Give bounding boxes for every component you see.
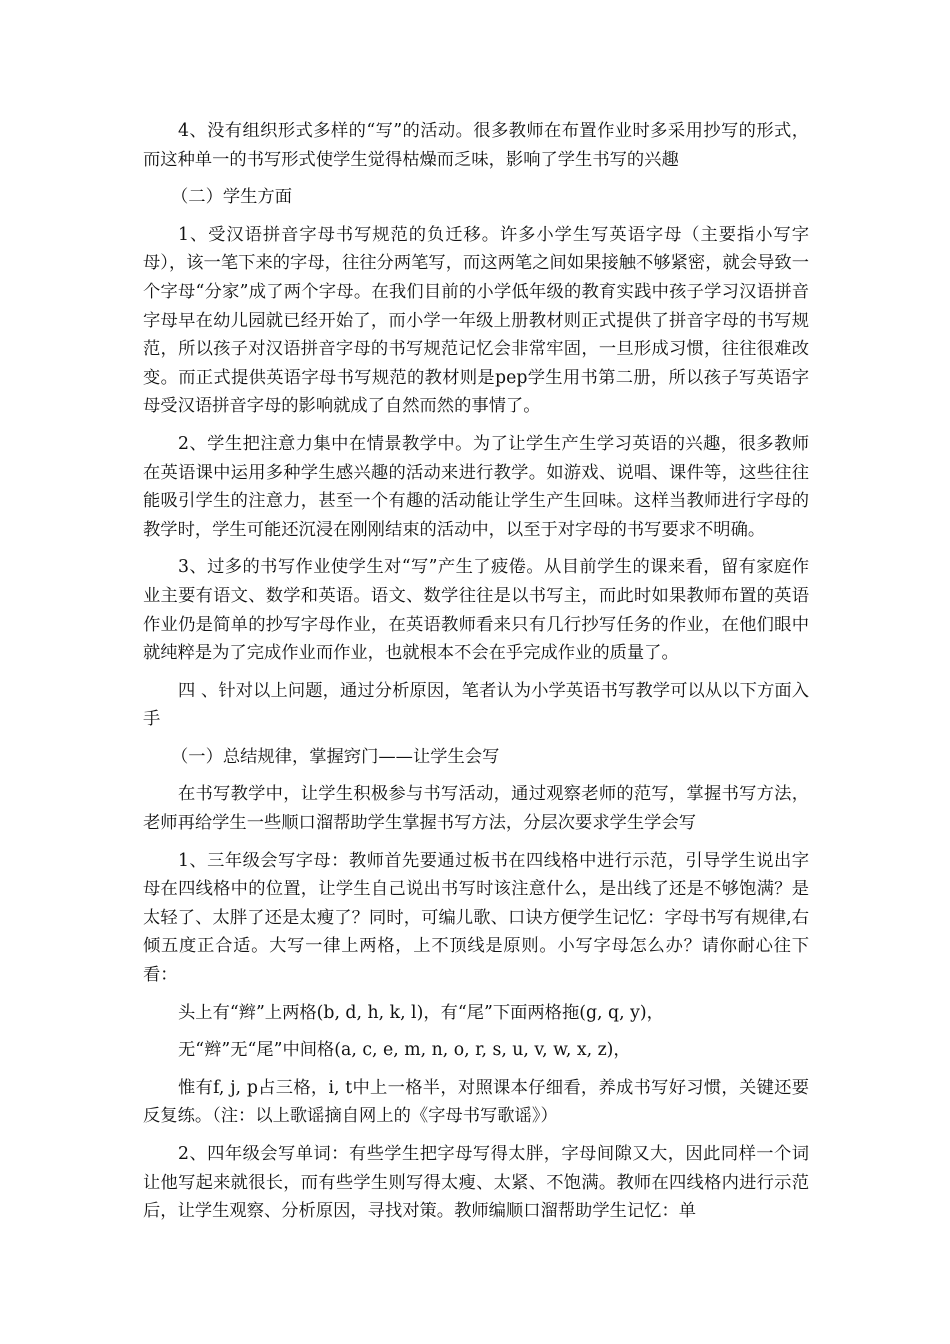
paragraph-grade-four-words: 2、四年级会写单词：有些学生把字母写得太胖，字母间隙又大，因此同样一个词让他写起来就很长，而有些学生则写得太瘦、太紧、不饱满。教师在四线格内进行示范后，让学生观察、分析原因，寻找对策。教师编顺口溜帮助学生记忆：单 [143,1144,809,1222]
section-heading-summarize-rules: （一）总结规律，掌握窍门——让学生会写 [171,746,500,767]
rhyme-line-middle: 无“辫”无“尾”中间格(a, c, e, m, n, o, r, s, u, v, w, x, z)， [178,1040,631,1061]
section-heading-student-aspect: （二）学生方面 [171,187,292,208]
rhyme-line-upper-lower: 头上有“辫”上两格(b, d, h, k, l)，有“尾”下面两格拖(g, q, y)， [178,1002,664,1023]
paragraph-2-situational-teaching: 2、学生把注意力集中在情景教学中。为了让学生产生学习英语的兴趣，很多教师在英语课中运用多种学生感兴趣的活动来进行教学。如游戏、说唱、课件等，这些往往能吸引学生的注意力，甚至一个有趣的活动能让学生产生回味。这样当教师进行字母的教学时，学生可能还沉浸在刚刚结束的活动中，以至于对字母的书写要求不明确。 [143,433,809,540]
paragraph-section-four-intro: 四 、针对以上问题，通过分析原因，笔者认为小学英语书写教学可以从以下方面入手 [143,680,809,730]
paragraph-1-pinyin-negative-transfer: 1、受汉语拼音字母书写规范的负迁移。许多小学生写英语字母（主要指小写字母），该一笔下来的字母，往往分两笔写，而这两笔之间如果接触不够紧密，就会导致一个字母“分家”成了两个字母。在我们目前的小学低年级的教育实践中孩子学习汉语拼音字母早在幼儿园就已经开始了，而小学一年级上册教材则正式提供了拼音字母的书写规范，所以孩子对汉语拼音字母的书写规范记忆会非常牢固，一旦形成习惯，往往很难改变。而正式提供英语字母书写规范的教材则是pep学生用书第二册，所以孩子写英语字母受汉语拼音字母的影响就成了自然而然的事情了。 [143,224,809,417]
paragraph-writing-teaching-overview: 在书写教学中，让学生积极参与书写活动，通过观察老师的范写，掌握书写方法，老师再给学生一些顺口溜帮助学生掌握书写方法，分层次要求学生学会写 [143,784,809,834]
paragraph-grade-three-letters: 1、三年级会写字母：教师首先要通过板书在四线格中进行示范，引导学生说出字母在四线格中的位置，让学生自己说出书写时该注意什么，是出线了还是不够饱满？是太轻了、太胖了还是太瘦了？同时，可编儿歌、口诀方便学生记忆：字母书写有规律,右倾五度正合适。大写一律上两格，上不顶线是原则。小写字母怎么办？请你耐心往下看： [143,850,809,986]
paragraph-4-no-varied-writing-activities: 4、没有组织形式多样的“写”的活动。很多教师在布置作业时多采用抄写的形式，而这种单一的书写形式使学生觉得枯燥而乏味，影响了学生书写的兴趣 [143,121,809,170]
document-body [143,117,809,1235]
rhyme-line-three-grids: 惟有f, j, p占三格，i, t中上一格半，对照课本仔细看，养成书写好习惯，关键还要反复练。（注：以上歌谣摘自网上的《字母书写歌谣》） [143,1077,809,1127]
paragraph-3-writing-fatigue: 3、过多的书写作业使学生对“写”产生了疲倦。从目前学生的课来看，留有家庭作业主要有语文、数学和英语。语文、数学往往是以书写主，而此时如果教师布置的英语作业仍是简单的抄写字母作业，在英语教师看来只有几行抄写任务的作业，在他们眼中就纯粹是为了完成作业而作业，也就根本不会在乎完成作业的质量了。 [143,557,809,664]
